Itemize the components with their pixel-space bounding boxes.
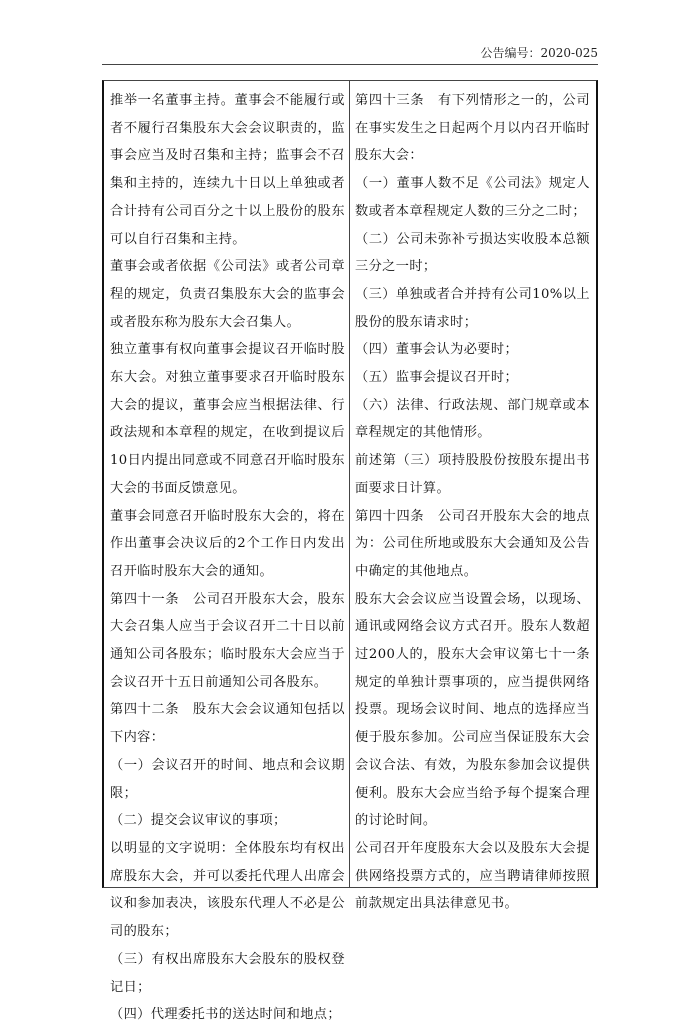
- right-paragraph: 股东大会会议应当设置会场，以现场、通讯或网络会议方式召开。股东人数超过200人的，股东大会审议第七十一条规定的单独计票事项的，应当提供网络投票。现场会议时间、地点的选择应当便于股东参加。公司应当保证股东大会会议合法、有效，为股东参加会议提供便利。股东大会应当给予每个提案合理的讨论时间。: [355, 591, 590, 829]
- right-paragraph: 公司召开年度股东大会以及股东大会提供网络投票方式的，应当聘请律师按照前款规定出具法律意见书。: [355, 840, 590, 912]
- left-paragraph: 董事会同意召开临时股东大会的，将在作出董事会决议后的2个工作日内发出召开临时股东大会的通知。: [110, 508, 345, 579]
- left-paragraph: 第四十一条 公司召开股东大会，股东大会召集人应当于会议召开二十日以前通知公司各股东；临时股东大会应当于会议召开十五日前通知公司各股东。: [110, 591, 345, 690]
- comparison-table: [102, 80, 598, 1023]
- left-paragraph: （二）提交会议审议的事项；: [110, 813, 287, 829]
- left-paragraph: 以明显的文字说明：全体股东均有权出席股东大会，并可以委托代理人出席会议和参加表决，该股东代理人不必是公司的股东；: [110, 840, 345, 940]
- right-paragraph: 前述第（三）项持股股份按股东提出书面要求日计算。: [355, 453, 590, 496]
- right-paragraph: （四）董事会认为必要时；: [355, 342, 519, 358]
- left-paragraph: 董事会或者依据《公司法》或者公司章程的规定，负责召集股东大会的监事会或者股东称为股东大会召集人。: [110, 259, 345, 330]
- left-paragraph: （一）会议召开的时间、地点和会议期限；: [110, 757, 345, 801]
- right-paragraph: （五）监事会提议召开时；: [355, 370, 519, 386]
- right-paragraph: （六）法律、行政法规、部门规章或本章程规定的其他情形。: [355, 397, 590, 441]
- left-paragraph: （三）有权出席股东大会股东的股权登记日；: [110, 951, 345, 995]
- right-paragraph: 第四十四条 公司召开股东大会的地点为：公司住所地或股东大会通知及公告中确定的其他地点。: [355, 508, 590, 579]
- right-paragraph: 第四十三条 有下列情形之一的，公司在事实发生之日起两个月以内召开临时股东大会：: [355, 93, 590, 164]
- left-paragraph: （四）代理委托书的送达时间和地点；: [110, 1007, 341, 1023]
- right-paragraph: （三）单独或者合并持有公司10%以上股份的股东请求时；: [355, 286, 590, 330]
- right-column: [350, 81, 596, 912]
- left-column: [104, 81, 350, 1023]
- header-divider: [102, 64, 598, 65]
- document-code: 公告编号：2020-025: [480, 46, 598, 60]
- right-paragraph: （二）公司未弥补亏损达实收股本总额三分之一时；: [355, 231, 590, 275]
- left-paragraph: 独立董事有权向董事会提议召开临时股东大会。对独立董事要求召开临时股东大会的提议，董事会应当根据法律、行政法规和本章程的规定，在收到提议后10日内提出同意或不同意召开临时股东大会的书面反馈意见。: [110, 342, 345, 496]
- right-paragraph: （一）董事人数不足《公司法》规定人数或者本章程规定人数的三分之二时；: [355, 176, 590, 219]
- left-paragraph: 推举一名董事主持。董事会不能履行或者不履行召集股东大会会议职责的，监事会应当及时召集和主持；监事会不召集和主持的，连续九十日以上单独或者合计持有公司百分之十以上股份的股东可以自行召集和主持。: [110, 93, 345, 247]
- left-paragraph: 第四十二条 股东大会会议通知包括以下内容：: [110, 702, 345, 746]
